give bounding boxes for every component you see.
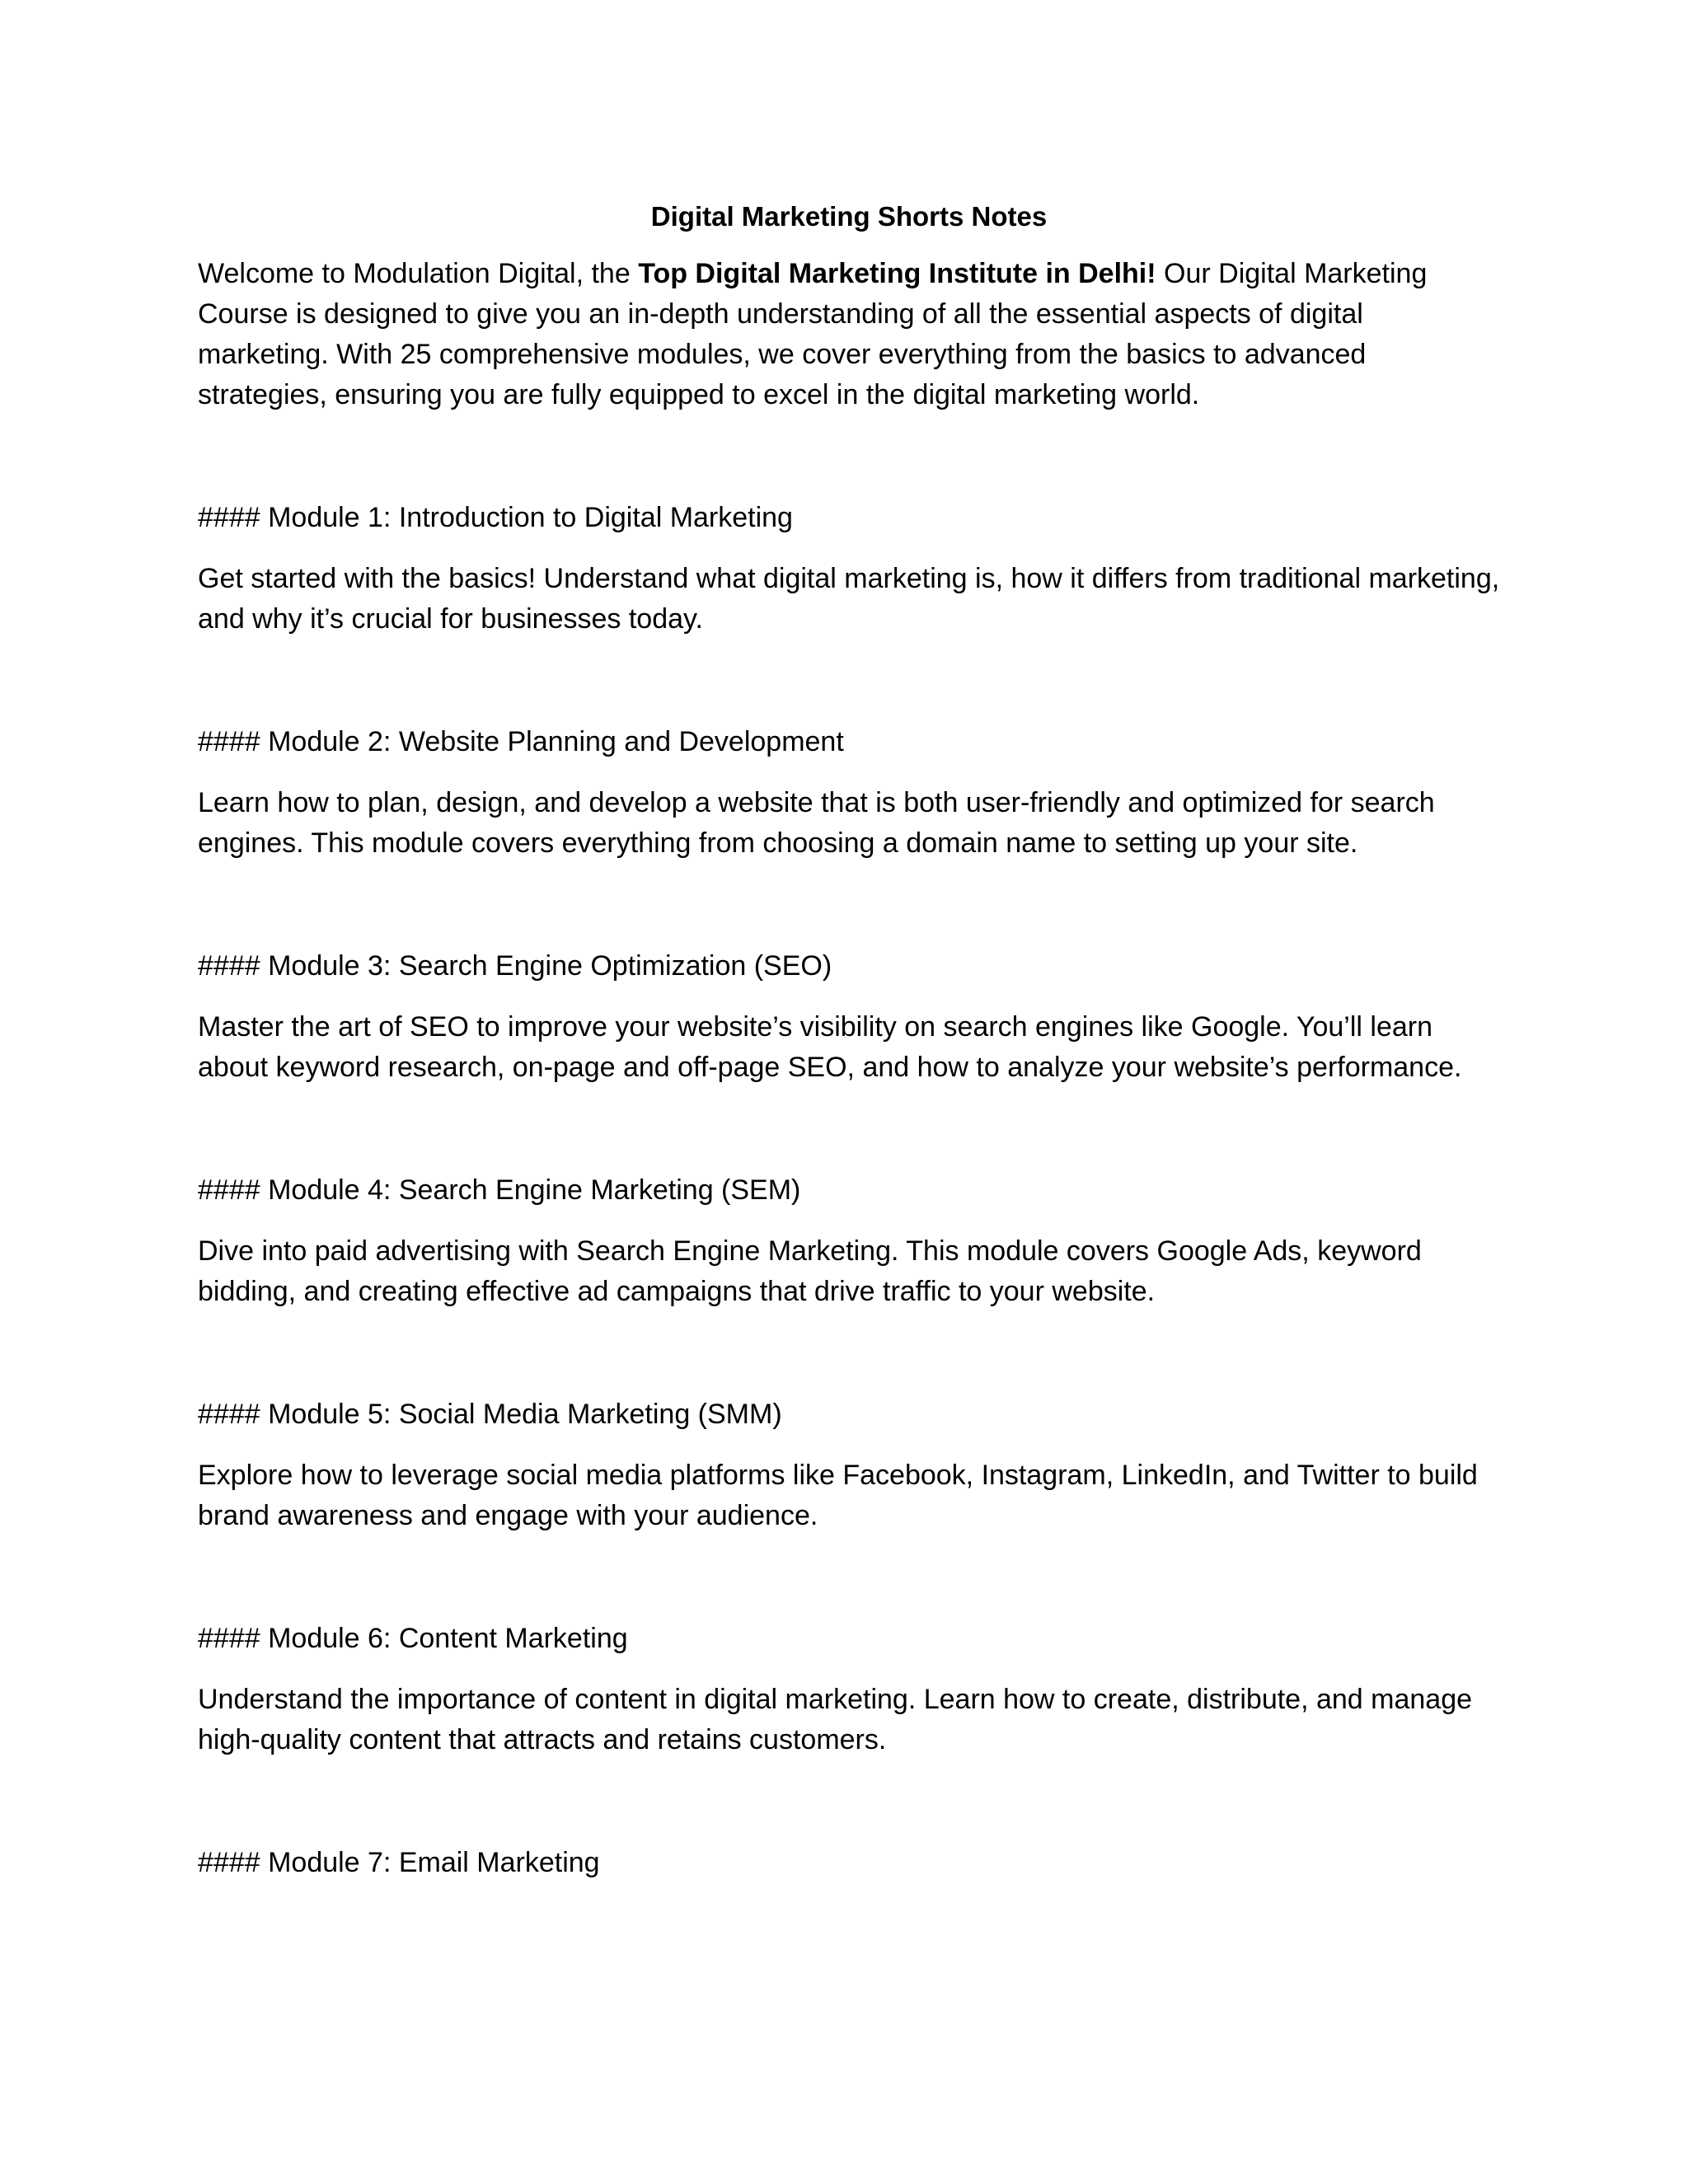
- module-section-5: [198, 1394, 1500, 1536]
- document-title: Digital Marketing Shorts Notes: [650, 201, 1048, 232]
- module-heading: #### Module 4: Search Engine Marketing (SEM): [198, 1174, 801, 1206]
- module-heading: #### Module 3: Search Engine Optimization (SEO): [198, 950, 832, 982]
- intro-bold-phrase: Top Digital Marketing Institute in Delhi!: [638, 258, 1156, 289]
- module-description: Get started with the basics! Understand what digital marketing is, how it differs from traditional marketing, and why it’s crucial for businesses today.: [198, 563, 1500, 635]
- module-description: Explore how to leverage social media platforms like Facebook, Instagram, LinkedIn, and Twitter to build brand awareness and engage with your audience.: [198, 1460, 1478, 1531]
- module-heading: #### Module 7: Email Marketing: [198, 1847, 600, 1878]
- module-heading: #### Module 2: Website Planning and Development: [198, 726, 844, 757]
- module-heading: #### Module 5: Social Media Marketing (SMM): [198, 1399, 782, 1430]
- module-description: Dive into paid advertising with Search Engine Marketing. This module covers Google Ads, keyword bidding, and creating effective ad campaigns that drive traffic to your website.: [198, 1235, 1422, 1307]
- module-section-1: [198, 498, 1500, 640]
- intro-paragraph: [198, 254, 1500, 415]
- intro-prefix: Welcome to Modulation Digital, the: [198, 258, 639, 289]
- module-description: Understand the importance of content in digital marketing. Learn how to create, distribute, and manage high-quality content that attracts and retains customers.: [198, 1684, 1473, 1755]
- module-description: Learn how to plan, design, and develop a website that is both user-friendly and optimized for search engines. This module covers everything from choosing a domain name to setting up your site.: [198, 787, 1435, 859]
- module-heading: #### Module 1: Introduction to Digital Marketing: [198, 502, 793, 533]
- module-description: Master the art of SEO to improve your website’s visibility on search engines like Google. You’ll learn about keyword research, on-page and off-page SEO, and how to analyze your website’s performance.: [198, 1011, 1462, 1083]
- module-section-6: [198, 1619, 1500, 1760]
- document-content: [198, 198, 1500, 1904]
- intro-suffix: Our Digital Marketing Course is designed to give you an in-depth understanding of all the essential aspects of digital marketing. With 25 comprehensive modules, we cover everything from the basics to advanced strategies, ensuring you are fully equipped to excel in the digital marketing world.: [198, 258, 1428, 410]
- module-section-4: [198, 1170, 1500, 1312]
- module-section-7: [198, 1843, 1500, 1883]
- module-section-2: [198, 722, 1500, 864]
- module-section-3: [198, 946, 1500, 1088]
- module-heading: #### Module 6: Content Marketing: [198, 1623, 628, 1654]
